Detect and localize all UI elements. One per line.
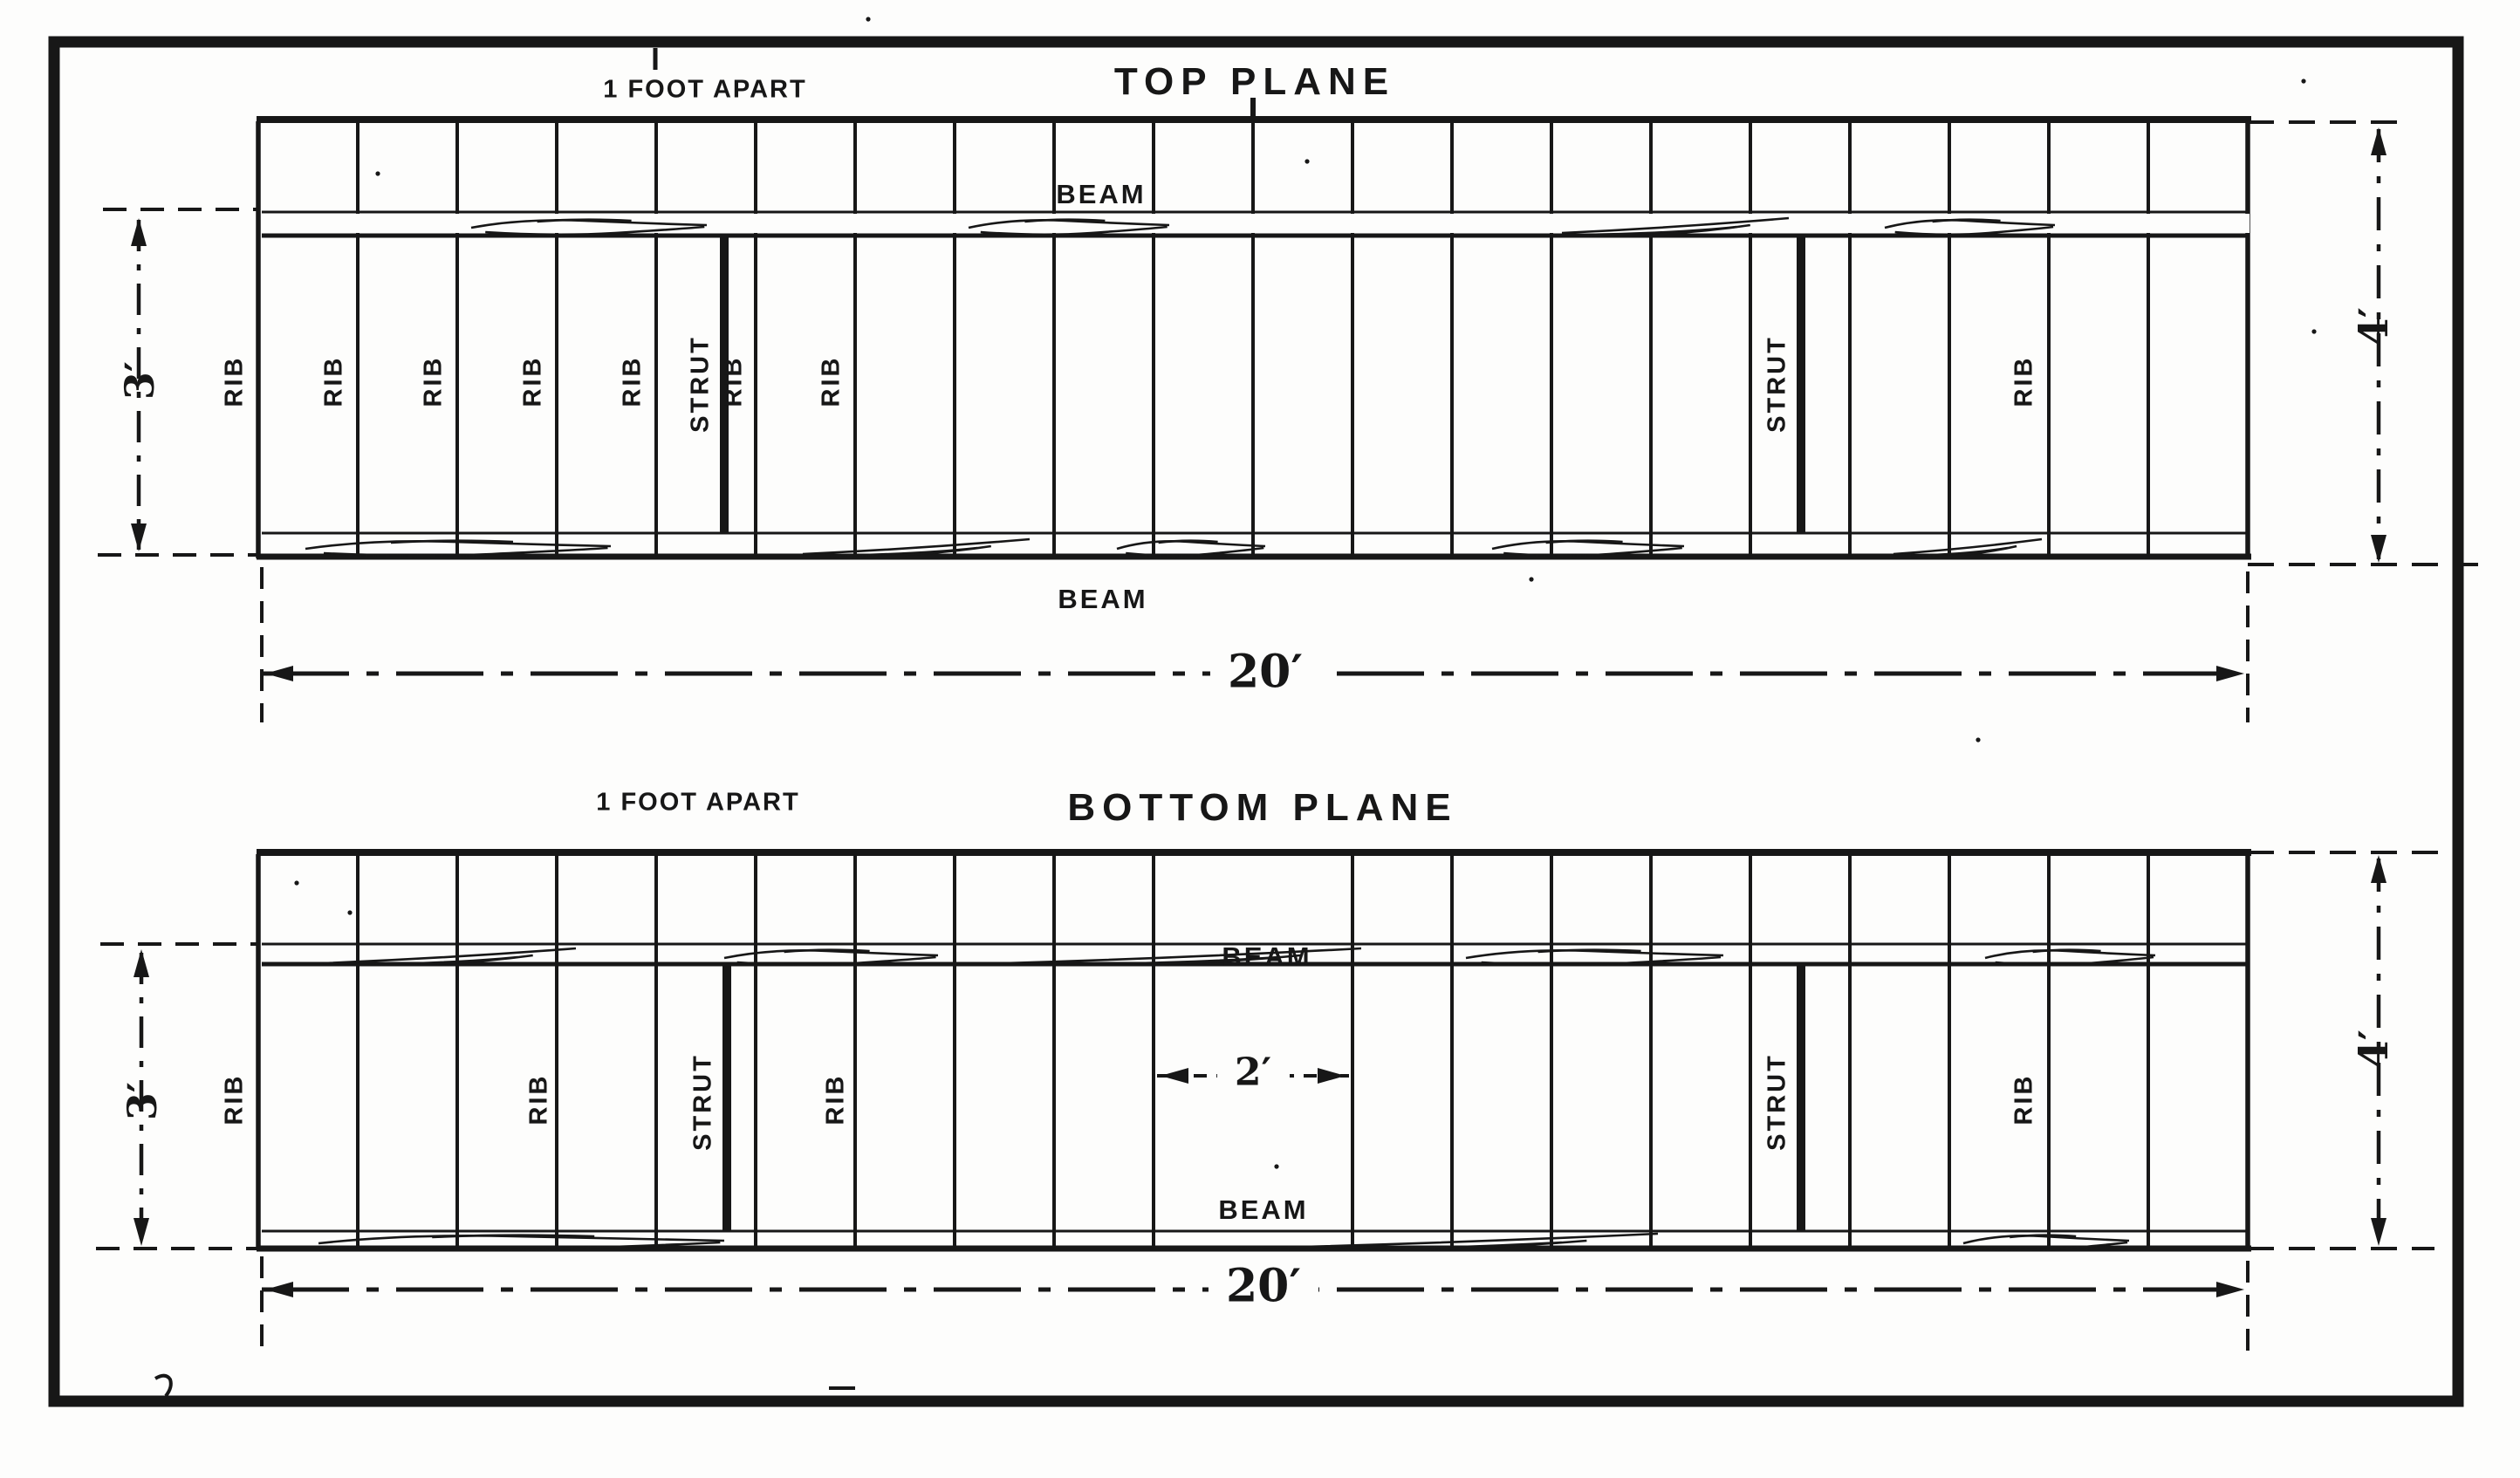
bottom-plane-strut-label: STRUT xyxy=(688,1053,717,1151)
top-plane-rib-label: RIB xyxy=(2010,355,2038,407)
top-plane-front-beam-label: BEAM xyxy=(1056,179,1147,209)
stray-print-mark xyxy=(155,1376,171,1396)
top-plane-rib-label: RIB xyxy=(817,355,846,407)
bottom-plane-beam-depth-dim: 3′ xyxy=(119,1081,166,1121)
bottom-plane-center-bay-dim: 2′ xyxy=(1217,1050,1289,1095)
bottom-plane-title: BOTTOM PLANE xyxy=(1067,786,1458,829)
top-plane-beam-depth-dim: 3′ xyxy=(116,360,163,400)
top-plane-front-beam-band xyxy=(262,214,2250,233)
top-plane-rib-label: RIB xyxy=(319,355,348,407)
bottom-plane-front-beam-label: BEAM xyxy=(1222,941,1312,972)
top-plane-rib-label: RIB xyxy=(518,355,547,407)
top-plane-rib-label: RIB xyxy=(618,355,647,407)
bottom-plane-rib-label: RIB xyxy=(2010,1073,2038,1126)
bottom-plane-rib-label: RIB xyxy=(524,1073,553,1126)
top-plane-span-dim: 20′ xyxy=(1210,646,1320,699)
bottom-plane-rib-label: RIB xyxy=(821,1073,850,1126)
bottom-plane-span-dim: 20′ xyxy=(1209,1260,1318,1313)
top-plane-rear-beam-label: BEAM xyxy=(1058,584,1148,614)
top-plane-rib-label: RIB xyxy=(220,355,249,407)
bottom-plane-rear-beam-label: BEAM xyxy=(1218,1194,1309,1225)
bottom-plane-spacing-note: 1 FOOT APART xyxy=(596,788,800,817)
bottom-plane-rib-label: RIB xyxy=(220,1073,249,1126)
top-plane-title: TOP PLANE xyxy=(1113,60,1396,103)
top-plane-rib-label: RIB xyxy=(719,355,748,407)
top-plane-spacing-note: 1 FOOT APART xyxy=(603,75,807,104)
bottom-plane-chord-dim: 4′ xyxy=(2350,1029,2397,1069)
bottom-plane-strut-label: STRUT xyxy=(1763,1053,1791,1151)
top-plane-chord-dim: 4′ xyxy=(2350,306,2397,346)
top-plane-ribs xyxy=(258,121,2248,558)
top-plane-strut-label: STRUT xyxy=(1763,335,1791,433)
print-specks xyxy=(294,17,2316,1168)
top-plane-rib-label: RIB xyxy=(419,355,448,407)
top-plane-strut-label: STRUT xyxy=(686,335,715,433)
beam-wood-grain xyxy=(305,218,2155,1250)
